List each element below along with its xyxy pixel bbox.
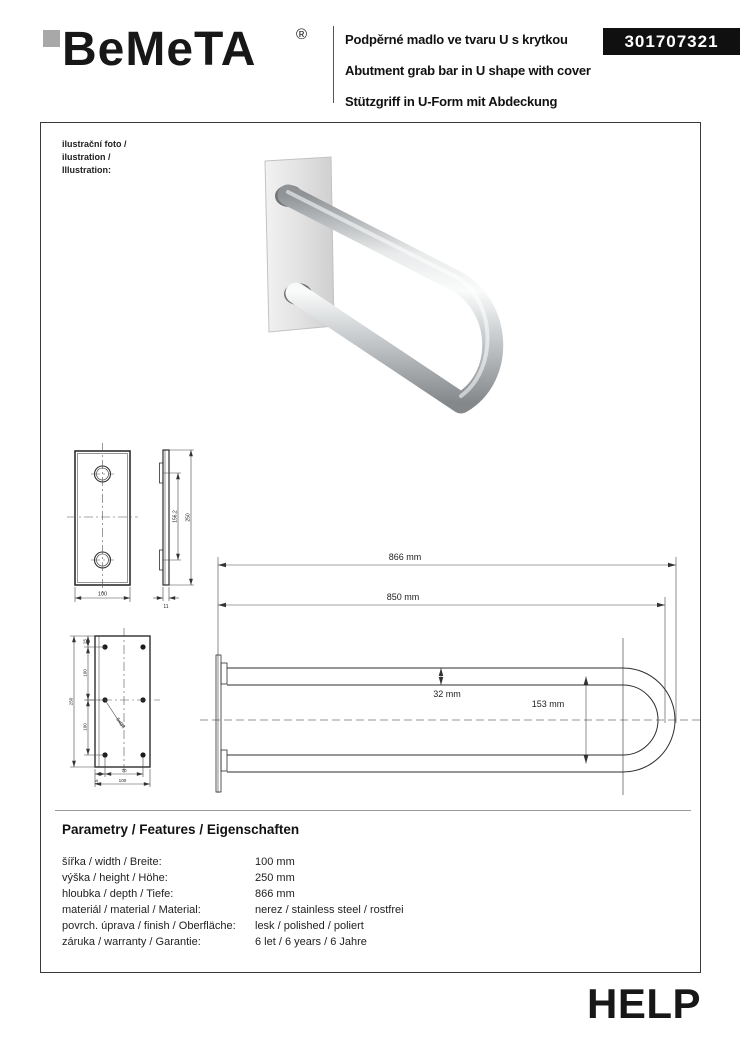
product-title-cs: Podpěrné madlo ve tvaru U s krytkou — [345, 32, 568, 47]
param-row-width — [62, 854, 622, 870]
param-label: výška / height / Höhe: — [62, 872, 168, 884]
caption-line-de: Illustration: — [62, 165, 111, 175]
illustration-caption — [62, 138, 127, 177]
wall-plate-section — [216, 655, 221, 792]
param-value: 100 mm — [255, 856, 295, 868]
param-value: 6 let / 6 years / 6 Jahre — [255, 936, 367, 948]
overall-depth-label: 866 mm — [388, 552, 422, 562]
drilling-template-view — [48, 618, 208, 808]
grip-length-label: 850 mm — [386, 592, 420, 602]
template-seg-top-label: 25 — [82, 638, 88, 645]
template-seg-bottom-label: 100 — [82, 723, 88, 731]
product-title-de: Stützgriff in U-Form mit Abdeckung — [345, 94, 558, 109]
front-width-label: 100 — [97, 591, 108, 598]
side-height-label: 250 — [185, 513, 192, 522]
param-row-warranty — [62, 934, 622, 950]
product-titles — [345, 24, 591, 117]
param-row-finish — [62, 918, 622, 934]
front-view — [67, 443, 138, 602]
brand-logo: BeMeTA — [62, 23, 257, 76]
param-label: materiál / material / Material: — [62, 904, 201, 916]
param-value: lesk / polished / poliert — [255, 920, 364, 932]
product-photo — [225, 146, 535, 446]
header-divider — [333, 26, 334, 103]
series-name: HELP — [586, 980, 701, 1027]
caption-line-en: ilustration / — [62, 152, 111, 162]
parameters-table — [62, 854, 622, 950]
tube-spacing-label: 153 mm — [531, 699, 565, 709]
template-total-width-label: 100 — [118, 778, 127, 783]
template-seg-mid-label: 100 — [82, 669, 88, 677]
product-code-badge: 301707321 — [603, 28, 740, 55]
caption-line-cs: ilustrační foto / — [62, 139, 127, 149]
param-label: hloubka / depth / Tiefe: — [62, 888, 174, 900]
product-title-en: Abutment grab bar in U shape with cover — [345, 63, 591, 78]
tube-diameter-label: 32 mm — [433, 689, 461, 699]
side-hole-spacing-label: 156,2 — [172, 510, 179, 523]
param-label: šířka / width / Breite: — [62, 856, 162, 868]
param-value: 866 mm — [255, 888, 295, 900]
param-row-height — [62, 870, 622, 886]
top-view-drawing — [200, 535, 701, 805]
param-value: 250 mm — [255, 872, 295, 884]
parameters-divider — [55, 810, 691, 811]
plate-front-side-views — [50, 440, 215, 615]
registered-trademark-icon: ® — [296, 26, 308, 43]
param-row-material — [62, 902, 622, 918]
template-seg-center-label: 70 — [121, 768, 127, 773]
side-thickness-label: 11 — [163, 604, 169, 610]
param-row-depth — [62, 886, 622, 902]
holes-note-label: 6xØ8 — [114, 716, 127, 730]
param-label: záruka / warranty / Garantie: — [62, 936, 201, 948]
param-value: nerez / stainless steel / rostfrei — [255, 904, 404, 916]
parameters-heading: Parametry / Features / Eigenschaften — [62, 822, 300, 837]
side-view — [153, 450, 194, 610]
template-seg-left-label: 15 — [94, 779, 99, 785]
u-bar-outline — [227, 668, 675, 772]
template-total-height-label: 250 — [68, 697, 74, 706]
param-label: povrch. úprava / finish / Oberfläche: — [62, 920, 236, 932]
logo-square-mark — [43, 30, 60, 47]
